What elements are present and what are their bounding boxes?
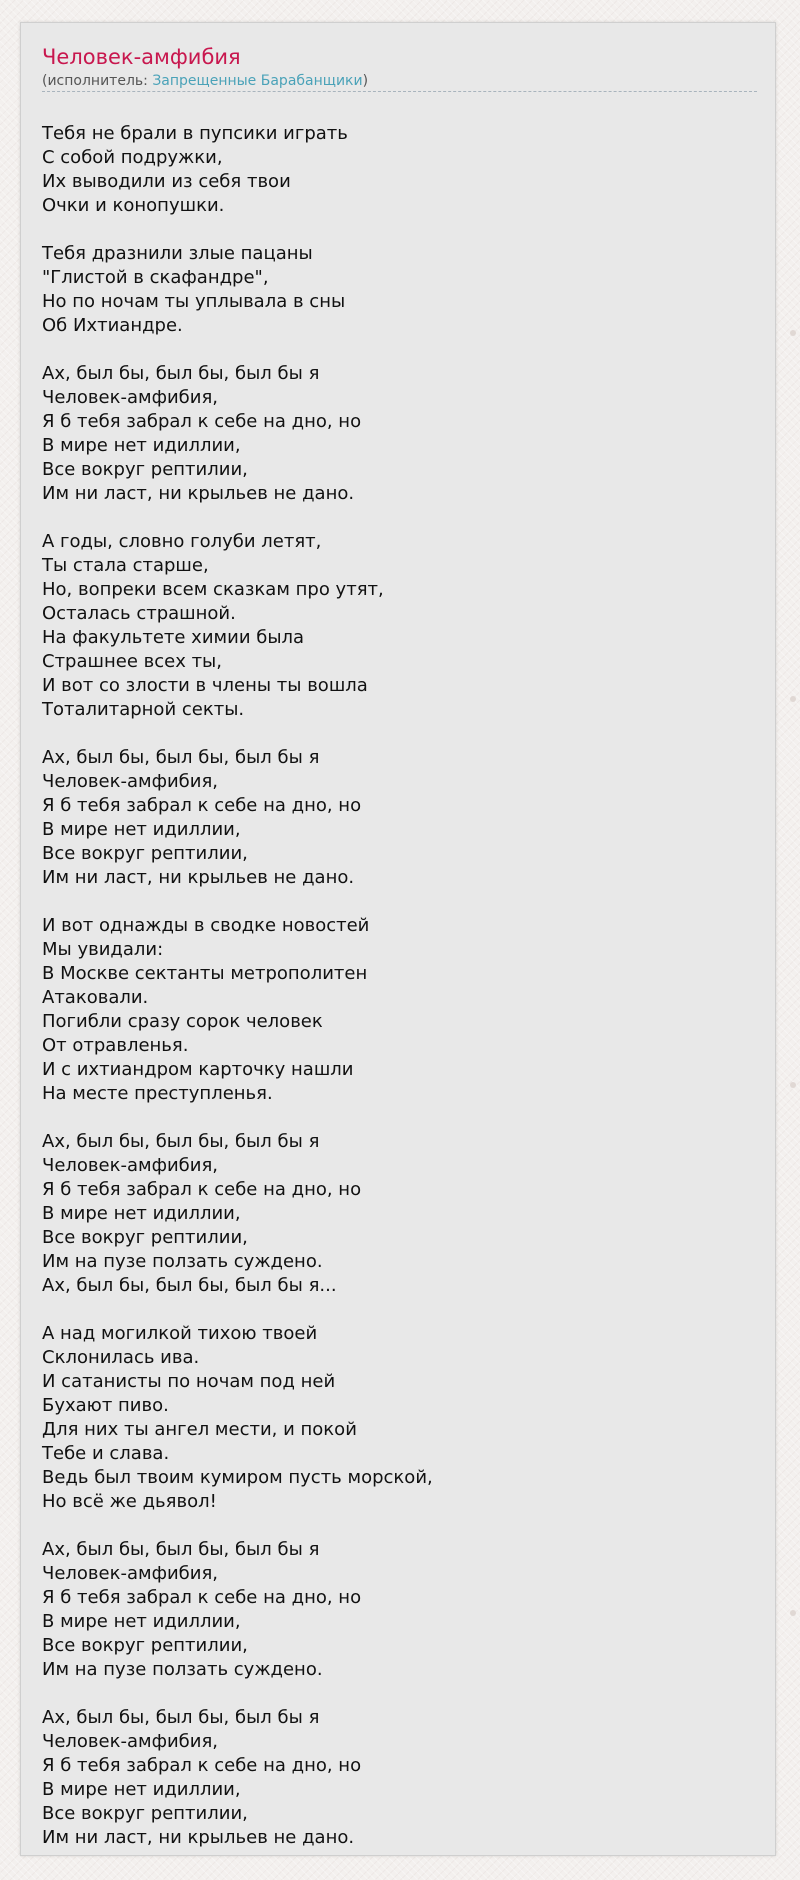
lyrics-line: Человек-амфибия, bbox=[42, 771, 219, 792]
artist-line bbox=[42, 72, 757, 90]
lyrics-stanza bbox=[42, 242, 757, 338]
song-title: Человек-амфибия bbox=[42, 45, 241, 69]
lyrics-line: Атаковали. bbox=[42, 987, 149, 1008]
background-dot bbox=[790, 696, 796, 702]
background-dot bbox=[790, 1082, 796, 1088]
lyrics-line: Тебя не брали в пупсики играть bbox=[42, 123, 348, 144]
lyrics-line: Все вокруг рептилии, bbox=[42, 1803, 248, 1824]
lyrics-line: Ах, был бы, был бы, был бы я bbox=[42, 1707, 320, 1728]
lyrics-stanza bbox=[42, 362, 757, 506]
lyrics-line: Им ни ласт, ни крыльев не дано. bbox=[42, 483, 355, 504]
lyrics-line: Им ни ласт, ни крыльев не дано. bbox=[42, 1827, 355, 1848]
lyrics-stanza bbox=[42, 530, 757, 722]
lyrics-line: Но всё же дьявол! bbox=[42, 1491, 217, 1512]
lyrics-line: Их выводили из себя твои bbox=[42, 171, 291, 192]
lyrics-line: И вот однажды в сводке новостей bbox=[42, 915, 370, 936]
lyrics-line: Для них ты ангел мести, и покой bbox=[42, 1419, 357, 1440]
lyrics-line: На месте преступленья. bbox=[42, 1083, 273, 1104]
lyrics-line: Человек-амфибия, bbox=[42, 1731, 219, 1752]
lyrics-stanza bbox=[42, 1130, 757, 1298]
lyrics-line: Им на пузе ползать суждено. bbox=[42, 1659, 323, 1680]
lyrics-line: Им на пузе ползать суждено. bbox=[42, 1251, 323, 1272]
lyrics-line: Тоталитарной секты. bbox=[42, 699, 245, 720]
artist-prefix: (исполнитель: bbox=[42, 73, 153, 89]
lyrics-line: И вот со злости в члены ты вошла bbox=[42, 675, 368, 696]
background-dot bbox=[790, 330, 796, 336]
lyrics-line: На факультете химии была bbox=[42, 627, 305, 648]
lyrics-line: В мире нет идиллии, bbox=[42, 1779, 241, 1800]
lyrics-line: Страшнее всех ты, bbox=[42, 651, 222, 672]
lyrics-line: Очки и конопушки. bbox=[42, 195, 225, 216]
lyrics-line: Я б тебя забрал к себе на дно, но bbox=[42, 1179, 362, 1200]
lyrics-line: Осталась страшной. bbox=[42, 603, 236, 624]
lyrics-line: Я б тебя забрал к себе на дно, но bbox=[42, 411, 362, 432]
lyrics-line: Ты стала старше, bbox=[42, 555, 209, 576]
background-dot bbox=[790, 1610, 796, 1616]
lyrics-line: Ах, был бы, был бы, был бы я bbox=[42, 747, 320, 768]
lyrics-line: Мы увидали: bbox=[42, 939, 164, 960]
lyrics-line: Ах, был бы, был бы, был бы я bbox=[42, 1539, 320, 1560]
lyrics-stanza bbox=[42, 122, 757, 218]
artist-link[interactable]: Запрещенные Барабанщики bbox=[152, 73, 363, 89]
lyrics-line: А над могилкой тихою твоей bbox=[42, 1323, 318, 1344]
lyrics-line: Ведь был твоим кумиром пусть морской, bbox=[42, 1467, 433, 1488]
lyrics-line: Я б тебя забрал к себе на дно, но bbox=[42, 1587, 362, 1608]
lyrics-line: Погибли сразу сорок человек bbox=[42, 1011, 323, 1032]
lyrics-line: В Москве сектанты метрополитен bbox=[42, 963, 368, 984]
lyrics-line: Все вокруг рептилии, bbox=[42, 459, 248, 480]
lyrics-line: В мире нет идиллии, bbox=[42, 435, 241, 456]
lyrics-line: Человек-амфибия, bbox=[42, 387, 219, 408]
lyrics-line: И с ихтиандром карточку нашли bbox=[42, 1059, 354, 1080]
lyrics-stanza bbox=[42, 1538, 757, 1682]
lyrics-stanza bbox=[42, 914, 757, 1106]
lyrics-line: Тебя дразнили злые пацаны bbox=[42, 243, 313, 264]
lyrics-line: Все вокруг рептилии, bbox=[42, 1227, 248, 1248]
lyrics-body bbox=[42, 122, 757, 1874]
lyrics-line: Но по ночам ты уплывала в сны bbox=[42, 291, 346, 312]
lyrics-line: Об Ихтиандре. bbox=[42, 315, 183, 336]
lyrics-line: Человек-амфибия, bbox=[42, 1155, 219, 1176]
lyrics-line: С собой подружки, bbox=[42, 147, 223, 168]
lyrics-line: А годы, словно голуби летят, bbox=[42, 531, 322, 552]
lyrics-line: Человек-амфибия, bbox=[42, 1563, 219, 1584]
song-header bbox=[42, 44, 757, 92]
lyrics-line: Все вокруг рептилии, bbox=[42, 843, 248, 864]
lyrics-line: От отравленья. bbox=[42, 1035, 189, 1056]
lyrics-line: Я б тебя забрал к себе на дно, но bbox=[42, 795, 362, 816]
lyrics-line: Тебе и слава. bbox=[42, 1443, 170, 1464]
lyrics-line: Им ни ласт, ни крыльев не дано. bbox=[42, 867, 355, 888]
lyrics-line: Ах, был бы, был бы, был бы я bbox=[42, 363, 320, 384]
lyrics-line: Бухают пиво. bbox=[42, 1395, 169, 1416]
lyrics-stanza bbox=[42, 1706, 757, 1850]
lyrics-line: Я б тебя забрал к себе на дно, но bbox=[42, 1755, 362, 1776]
lyrics-stanza bbox=[42, 746, 757, 890]
lyrics-line: В мире нет идиллии, bbox=[42, 819, 241, 840]
lyrics-line: Все вокруг рептилии, bbox=[42, 1635, 248, 1656]
artist-suffix: ) bbox=[362, 73, 369, 89]
lyrics-line: В мире нет идиллии, bbox=[42, 1611, 241, 1632]
lyrics-line: В мире нет идиллии, bbox=[42, 1203, 241, 1224]
lyrics-line: Склонилась ива. bbox=[42, 1347, 200, 1368]
lyrics-line: И сатанисты по ночам под ней bbox=[42, 1371, 336, 1392]
lyrics-line: Ах, был бы, был бы, был бы я bbox=[42, 1131, 320, 1152]
lyrics-line: Но, вопреки всем сказкам про утят, bbox=[42, 579, 384, 600]
lyrics-stanza bbox=[42, 1322, 757, 1514]
lyrics-line: "Глистой в скафандре", bbox=[42, 267, 269, 288]
lyrics-line: Ах, был бы, был бы, был бы я... bbox=[42, 1275, 337, 1296]
lyrics-card bbox=[20, 22, 776, 1856]
